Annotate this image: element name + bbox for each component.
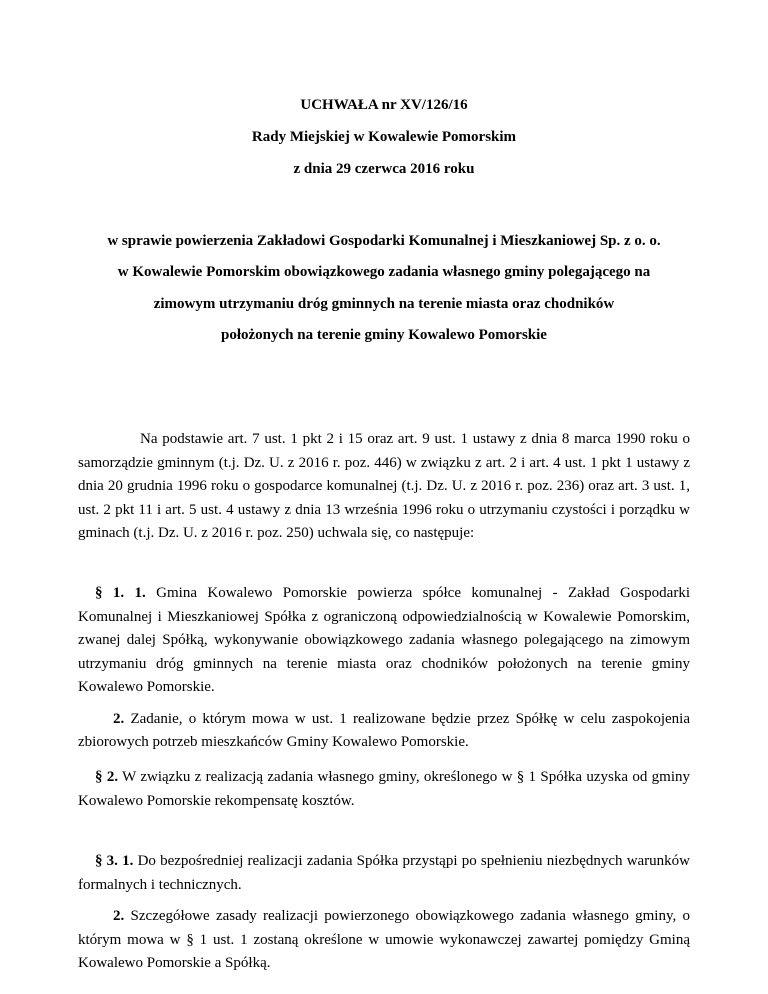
section-2-label: § 2.	[95, 769, 119, 785]
preamble	[78, 428, 690, 546]
section-3-p2-text: Szczegółowe zasady realizacji powierzonego obowiązkowego zadania własnego gminy, o którym mowa w § 1 ust. 1 zostaną określone w umowie wykonawczej zawartej pomiędzy Gminą Kowalewo Pomorskie a Spółką.	[78, 908, 690, 971]
subject-line-1: w sprawie powierzenia Zakładowi Gospodarki Komunalnej i Mieszkaniowej Sp. z o. o.	[107, 233, 661, 249]
section-3	[78, 850, 690, 976]
section-1	[78, 582, 690, 755]
section-3-paragraph-1	[78, 850, 690, 897]
resolution-title: UCHWAŁA nr XV/126/16	[300, 97, 468, 113]
section-1-p2-label: 2.	[113, 710, 125, 727]
section-1-paragraph-1	[78, 582, 690, 700]
section-1-p2-text: Zadanie, o którym mowa w ust. 1 realizowane będzie przez Spółkę w celu zaspokojenia zbiorowych potrzeb mieszkańców Gminy Kowalewo Pomorskie.	[78, 710, 690, 750]
section-3-paragraph-2	[78, 905, 690, 976]
section-2-paragraph	[78, 766, 690, 813]
section-2	[78, 766, 690, 813]
section-1-text: Gmina Kowalewo Pomorskie powierza spółce komunalnej - Zakład Gospodarki Komunalnej i Mieszkaniowej Spółka z ograniczoną odpowiedzialnością w Kowalewie Pomorskim, zwanej dalej Spółką, wykonywanie obowiązkowego zadania własnego polegającego na zimowym utrzymaniu dróg gminnych na terenie miasta oraz chodników położonych na terenie gminy Kowalewo Pomorskie.	[78, 585, 690, 695]
section-1-paragraph-2	[78, 708, 690, 755]
section-3-label: § 3. 1.	[95, 853, 134, 869]
subject-line-3: zimowym utrzymaniu dróg gminnych na terenie miasta oraz chodników	[153, 296, 615, 312]
council-name: Rady Miejskiej w Kowalewie Pomorskim	[251, 129, 517, 145]
section-2-text: W związku z realizacją zadania własnego gminy, określonego w § 1 Spółka uzyska od gminy Kowalewo Pomorskie rekompensatę kosztów.	[78, 769, 691, 809]
section-3-text: Do bezpośredniej realizacji zadania Spółka przystąpi po spełnieniu niezbędnych warunków formalnych i technicznych.	[78, 853, 691, 893]
section-3-p2-label: 2.	[113, 908, 125, 924]
subject-line-4: położonych na terenie gminy Kowalewo Pomorskie	[221, 327, 547, 343]
resolution-date: z dnia 29 czerwca 2016 roku	[293, 161, 475, 177]
preamble-text: Na podstawie art. 7 ust. 1 pkt 2 i 15 oraz art. 9 ust. 1 ustawy z dnia 8 marca 1990 roku o samorządzie gminnym (t.j. Dz. U. z 2016 r. poz. 446) w związku z art. 2 i art. 4 ust. 1 pkt 1 ustawy z dnia 20 grudnia 1996 roku o gospodarce komunalnej (t.j. Dz. U. z 2016 r. poz. 236) oraz art. 3 ust. 1, ust. 2 pkt 11 i art. 5 ust. 4 ustawy z dnia 13 września 1996 roku o utrzymaniu czystości i porządku w gminach (t.j. Dz. U. z 2016 r. poz. 250) uchwala się, co następuje:	[78, 431, 690, 541]
subject-line-2: w Kowalewie Pomorskim obowiązkowego zadania własnego gminy polegającego na	[117, 264, 651, 280]
section-1-label: § 1. 1.	[95, 585, 146, 601]
